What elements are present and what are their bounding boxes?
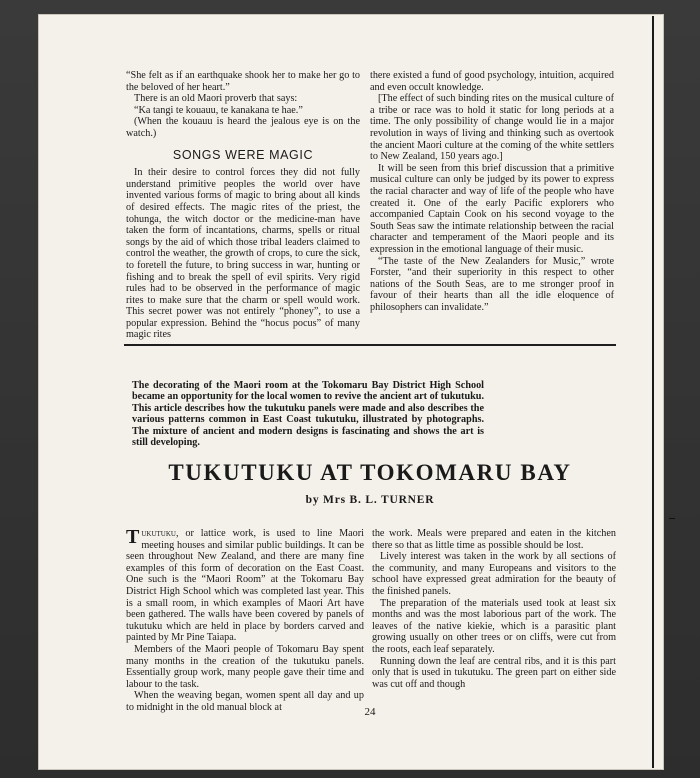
- top-left-paragraphs-after: [126, 167, 360, 341]
- paragraph: there existed a fund of good psychology, intuition, acquired and even occult knowledge.: [370, 70, 614, 93]
- article-byline: by Mrs B. L. TURNER: [305, 494, 435, 506]
- paragraph: “Ka tangi te kouauu, te kanakana te hae.”: [134, 104, 303, 116]
- top-right-column: [370, 70, 614, 313]
- bottom-left-paragraphs: [126, 644, 364, 714]
- first-paragraph: [126, 528, 364, 644]
- first-paragraph-text: , or lattice work, is used to line Maori meeting houses and similar public buildings. It can be seen throughout New Zealand, and there are many fine examples of this form of decoration on the East Coast. One such is the “Maori Room” at the Tokomaru Bay District High School which was completed last year. This is a small room, in which examples of Maori Art have been gathered. The walls have been covered by panels of tukutuku which are held in place by borders carved and painted by Mr Pine Taiapa.: [126, 528, 364, 644]
- margin-tick-mark: [669, 518, 675, 519]
- paragraph: The preparation of the materials used took at least six months and was the most laborious part of the work. The leaves of the native kiekie, which is a parasitic plant growing usually on other trees or on cliffs, were cut from the roots, each leaf separately.: [372, 597, 616, 655]
- section-heading-songs-were-magic: SONGS WERE MAGIC: [172, 147, 314, 162]
- paragraph: “She felt as if an earthquake shook her to make her go to the beloved of her heart.”: [126, 70, 360, 93]
- paragraph: Members of the Maori people of Tokomaru Bay spent many months in the creation of the tukutuku panels. Essentially group work, many people gave their time and labour to the task.: [126, 643, 364, 690]
- paragraph: Running down the leaf are central ribs, and it is this part only that is used in tukutuku. The green part on either side was cut off and though: [372, 655, 616, 690]
- drop-cap: T: [126, 526, 140, 548]
- top-left-paragraphs: [126, 70, 360, 140]
- horizontal-rule: [124, 344, 616, 346]
- top-right-paragraphs: [370, 70, 614, 313]
- bottom-left-column: [126, 528, 364, 714]
- paragraph: There is an old Maori proverb that says:: [134, 93, 298, 105]
- paragraph: the work. Meals were prepared and eaten in the kitchen there so that as little time as possible should be lost.: [372, 528, 616, 551]
- bottom-right-paragraphs: [372, 528, 616, 690]
- paragraph: [The effect of such binding rites on the musical culture of a tribe or race was to hold it static for long periods at a time. The only possibility of change would lie in a major revolution in ways of living and thinking such as overtook the ancient Maori culture at the coming of the white settlers to New Zealand, 150 years ago.]: [370, 93, 614, 163]
- paragraph: When the weaving began, women spent all day and up to midnight in the old manual block at: [126, 690, 364, 713]
- paragraph: “The taste of the New Zealanders for Music,” wrote Forster, “and their superiority in this respect to other nations of the South Seas, are to me stronger proof in favour of their hearts than all the idle eloquence of philosophers can invalidate.”: [370, 255, 614, 313]
- paragraph: Lively interest was taken in the work by all sections of the community, and many Europeans and visitors to the school have expressed great admiration for the beauty of the finished panels.: [372, 551, 616, 597]
- paragraph: It will be seen from this brief discussion that a primitive musical culture can only be judged by its power to express the racial character and way of life of the people who have created it. One of the early Pacific explorers who accompanied Captain Cook on his second voyage to the South Seas saw the intimate relationship between the racial character and temperament of the Maori people and its expression in the emotional language of their music.: [370, 162, 614, 255]
- bottom-right-column: [372, 528, 616, 690]
- paragraph: In their desire to control forces they did not fully understand primitive peoples the world over have invented various forms of magic to bring about all kinds of desired effects. The magic rites of the priest, the tohunga, the witch doctor or the medicine-man have taken the form of incantations, charms, spells or ritual songs by the aid of which those tribal leaders claimed to control the weather, the growth of crops, to cure the sick, to foretell the future, to bring success in war, hunting or fishing and to break the spell of evil spirits. Very rigid rules had to be observed in the performance of magic rites to make sure that the charm or spell would work. This secret power was not entirely “phoney”, to use a popular expression. Behind the “hocus pocus” of many magic rites: [126, 167, 360, 341]
- lead-small-caps: ukutuku: [141, 528, 176, 539]
- paragraph: (When the kouauu is heard the jealous eye is on the watch.): [126, 116, 360, 139]
- top-left-column: [126, 70, 360, 341]
- article-intro: The decorating of the Maori room at the Tokomaru Bay District High School became an opportunity for the local women to revive the ancient art of tukutuku. This article describes how the tukutuku panels were made and also describes the various patterns common in East Coast tukutuku, illustrated by photographs. The mixture of ancient and modern designs is fascinating and shows the art is still developing.: [132, 380, 484, 449]
- page-edge-shadow: [652, 16, 654, 768]
- article-title: TUKUTUKU AT TOKOMARU BAY: [168, 460, 572, 485]
- page-number: 24: [364, 706, 376, 718]
